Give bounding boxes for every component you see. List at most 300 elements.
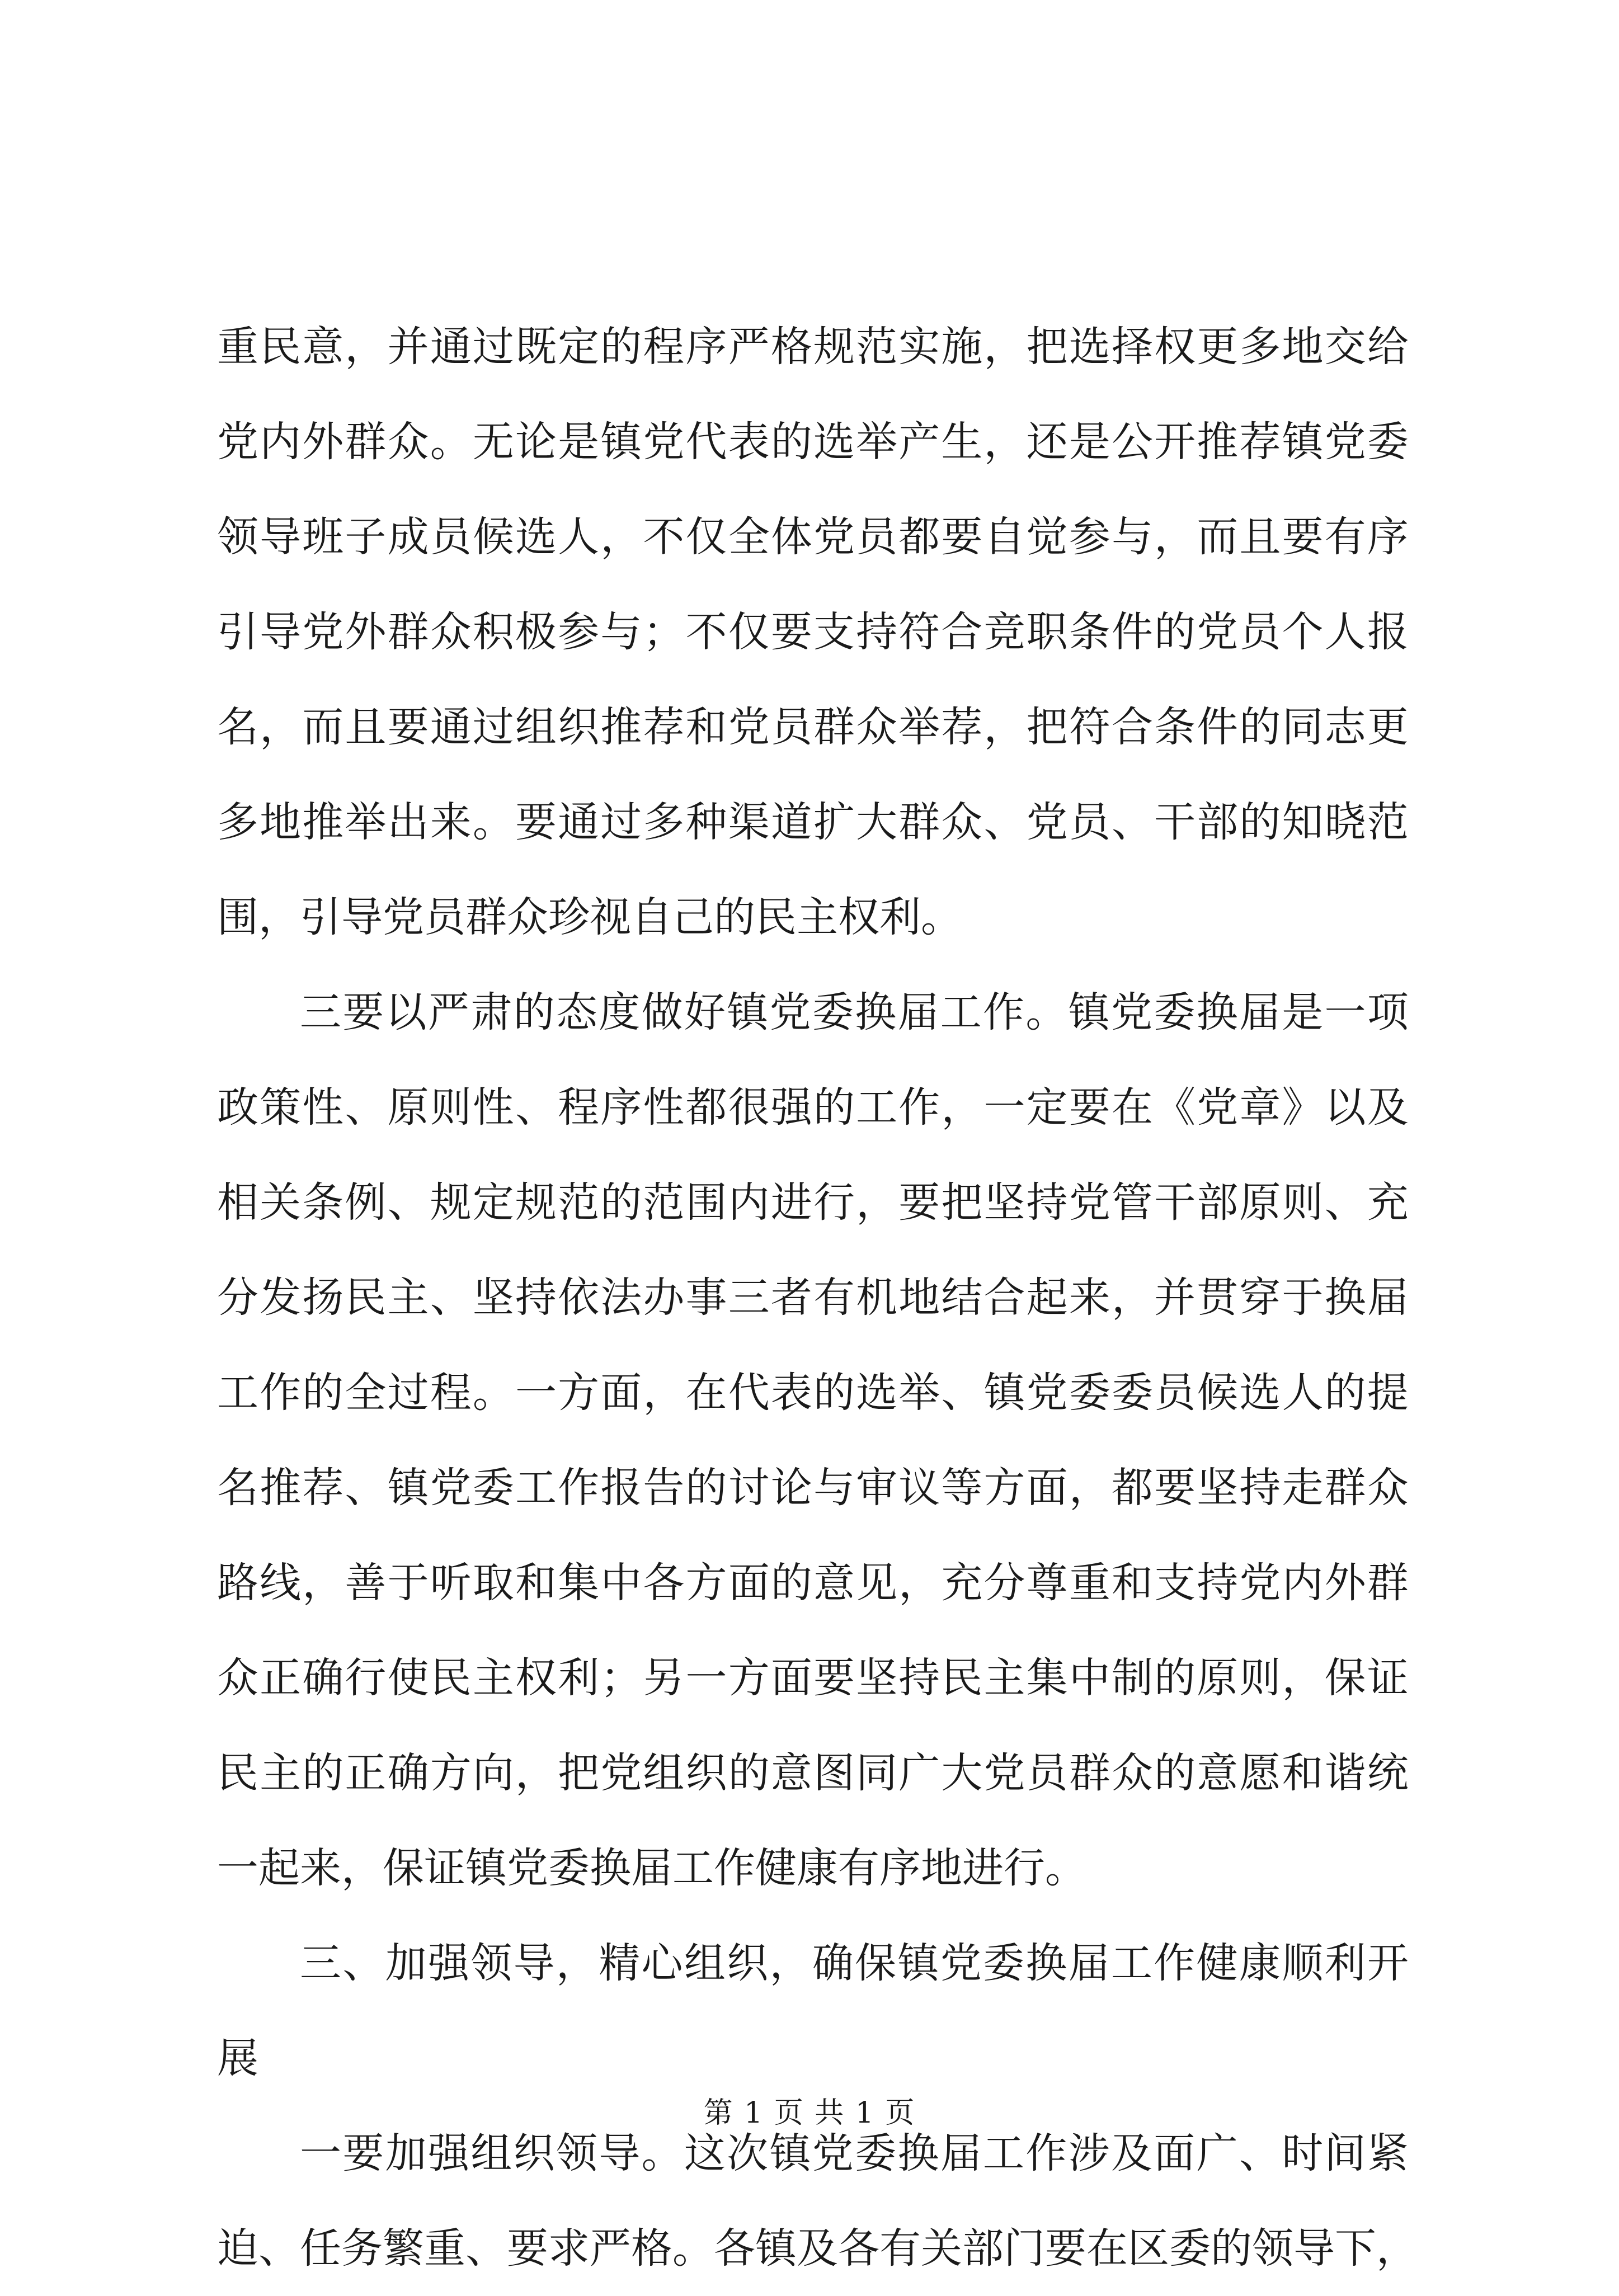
glyph: 于	[387, 1559, 429, 1607]
glyph: 大	[856, 798, 898, 846]
glyph: 并	[387, 323, 429, 371]
glyph: 通	[430, 703, 472, 751]
glyph: 众	[856, 703, 898, 751]
glyph: 证	[1367, 1654, 1409, 1702]
glyph: 原	[387, 1083, 429, 1132]
glyph: 审	[856, 1464, 898, 1512]
glyph: 部	[1197, 1178, 1239, 1227]
glyph: 紧	[1367, 2129, 1409, 2177]
glyph: 竞	[983, 608, 1025, 656]
glyph: 充	[941, 1559, 983, 1607]
glyph: 党	[728, 703, 770, 751]
glyph: 中	[1069, 1654, 1110, 1702]
glyph: 党	[217, 418, 258, 466]
glyph: 面	[600, 1369, 642, 1417]
glyph: 、	[983, 798, 1025, 846]
glyph: 多	[643, 798, 685, 846]
glyph: 民	[260, 323, 302, 371]
glyph: 镇	[1282, 418, 1324, 466]
glyph: 和	[685, 703, 727, 751]
glyph: 走	[1282, 1464, 1324, 1512]
glyph: 强	[770, 1083, 812, 1132]
glyph: 围	[685, 1178, 727, 1227]
glyph: 导	[1293, 2224, 1335, 2273]
glyph: 线	[260, 1559, 302, 1607]
glyph: 给	[1367, 323, 1409, 371]
glyph: 镇	[1068, 988, 1110, 1036]
glyph: 地	[1282, 323, 1324, 371]
glyph: ，	[515, 1749, 557, 1797]
glyph: 机	[856, 1274, 898, 1322]
glyph: 与	[600, 608, 642, 656]
glyph: 候	[1197, 1369, 1239, 1417]
glyph: 而	[302, 703, 344, 751]
glyph: 不	[685, 608, 727, 656]
glyph: 举	[345, 798, 387, 846]
glyph: 交	[1324, 323, 1366, 371]
glyph: 人	[1282, 1369, 1324, 1417]
glyph: 有	[1324, 513, 1366, 561]
text-line	[217, 1440, 1409, 1535]
glyph: 利	[558, 1654, 600, 1702]
text-line	[217, 775, 1409, 870]
glyph: 荐	[1239, 418, 1281, 466]
glyph: 的	[1324, 1369, 1366, 1417]
glyph: 的	[770, 418, 812, 466]
glyph: 确	[302, 1654, 344, 1702]
glyph: 仅	[728, 608, 770, 656]
glyph: 导	[260, 608, 302, 656]
glyph: 道	[770, 798, 812, 846]
glyph: 主	[387, 1274, 429, 1322]
glyph: ，	[769, 1939, 811, 1987]
glyph: 志	[1324, 703, 1366, 751]
glyph: 的	[1239, 703, 1281, 751]
glyph: 权	[515, 1654, 557, 1702]
text-line	[217, 1535, 1409, 1630]
glyph: 员	[1026, 1749, 1068, 1797]
glyph: 要	[342, 988, 384, 1036]
glyph: 更	[1367, 703, 1409, 751]
glyph: 进	[770, 1178, 812, 1227]
glyph: 内	[1282, 1559, 1324, 1607]
glyph: 次	[727, 2129, 769, 2177]
glyph: 党	[769, 988, 811, 1036]
glyph: 以	[1324, 1083, 1366, 1132]
glyph: 以	[385, 988, 427, 1036]
glyph: 过	[387, 1369, 429, 1417]
glyph: 参	[558, 608, 600, 656]
glyph: 的	[1211, 2224, 1252, 2273]
glyph: 举	[856, 418, 898, 466]
glyph: 班	[302, 513, 344, 561]
glyph: 涉	[1068, 2129, 1110, 2177]
glyph: 下	[1335, 2224, 1376, 2273]
glyph: 工	[1110, 1939, 1152, 1987]
glyph: 路	[217, 1559, 258, 1607]
glyph: 件	[1197, 703, 1239, 751]
glyph: 任	[300, 2224, 341, 2273]
glyph: 委	[1069, 1369, 1110, 1417]
glyph: 顺	[1282, 1939, 1324, 1987]
glyph: 、	[1239, 2129, 1281, 2177]
glyph: 程	[643, 323, 685, 371]
glyph: 全	[728, 513, 770, 561]
glyph: 、	[342, 1939, 384, 1987]
glyph: ，	[1111, 1274, 1153, 1322]
glyph: 主	[472, 1654, 514, 1702]
glyph: 个	[1282, 608, 1324, 656]
glyph: 和	[1282, 1749, 1324, 1797]
glyph: 确	[387, 1749, 429, 1797]
glyph: 职	[1026, 608, 1068, 656]
glyph: 要	[342, 2129, 384, 2177]
glyph: 内	[260, 418, 302, 466]
glyph: 条	[302, 1178, 344, 1227]
glyph: ，	[643, 1369, 685, 1417]
glyph: 程	[430, 1369, 472, 1417]
glyph: 一	[685, 1654, 727, 1702]
glyph: 镇	[727, 988, 769, 1036]
glyph: 要	[770, 608, 812, 656]
glyph: 与	[813, 1464, 855, 1512]
glyph: 要	[507, 2224, 548, 2273]
glyph: 择	[1111, 323, 1153, 371]
glyph: 方	[430, 1749, 472, 1797]
glyph: 通	[430, 323, 472, 371]
glyph: ，	[1069, 1464, 1110, 1512]
glyph: 好	[684, 988, 726, 1036]
glyph: 符	[898, 608, 940, 656]
glyph: 策	[260, 1083, 302, 1132]
glyph: 党	[600, 1749, 642, 1797]
glyph: ，	[600, 513, 642, 561]
glyph: 三	[300, 988, 341, 1036]
glyph: 序	[1367, 513, 1409, 561]
glyph: 肃	[470, 988, 512, 1036]
glyph: 党	[813, 513, 855, 561]
glyph: 持	[856, 608, 898, 656]
glyph: ，	[302, 1559, 344, 1607]
glyph: 规	[813, 323, 855, 371]
glyph: 出	[387, 798, 429, 846]
glyph: 党	[1110, 988, 1152, 1036]
glyph: 民	[345, 1274, 387, 1322]
glyph: 各	[838, 2224, 879, 2273]
glyph: 使	[387, 1654, 429, 1702]
glyph: 确	[812, 1939, 854, 1987]
glyph: 序	[600, 1083, 642, 1132]
glyph: 开	[1154, 418, 1196, 466]
glyph: 领	[1252, 2224, 1293, 2273]
glyph: 权	[1154, 323, 1196, 371]
glyph: 持	[898, 1654, 940, 1702]
glyph: 严	[427, 988, 469, 1036]
glyph: 重	[424, 2224, 465, 2273]
glyph: ；	[643, 608, 685, 656]
glyph: ，	[983, 418, 1025, 466]
glyph: 正	[260, 1654, 302, 1702]
glyph: 群	[898, 798, 940, 846]
glyph: 坚	[856, 1654, 898, 1702]
glyph: 行	[813, 1178, 855, 1227]
glyph: 。	[472, 1369, 514, 1417]
glyph: 的	[1239, 798, 1281, 846]
glyph: ，	[941, 1083, 983, 1132]
glyph: 领	[470, 1939, 512, 1987]
glyph: 项	[1367, 988, 1409, 1036]
glyph: 一	[983, 1083, 1025, 1132]
glyph: 不	[643, 513, 685, 561]
glyph: 众	[1111, 1749, 1153, 1797]
glyph: 愿	[1239, 1749, 1281, 1797]
glyph: 的	[1154, 608, 1196, 656]
glyph: 党	[1197, 608, 1239, 656]
glyph: 是	[1282, 988, 1324, 1036]
glyph: 三	[728, 1274, 770, 1322]
glyph: 镇	[755, 2224, 797, 2273]
glyph: 镇	[387, 1464, 429, 1512]
glyph: 事	[685, 1274, 727, 1322]
glyph: 则	[1282, 1178, 1324, 1227]
glyph: 相	[217, 1178, 258, 1227]
glyph: 要	[1069, 1083, 1110, 1132]
glyph: 换	[897, 2129, 939, 2177]
glyph: 及	[1367, 1083, 1409, 1132]
glyph: 同	[856, 1749, 898, 1797]
glyph: 来	[430, 798, 472, 846]
glyph: 关	[260, 1178, 302, 1227]
glyph: 保	[855, 1939, 897, 1987]
glyph: 表	[770, 1369, 812, 1417]
glyph: 及	[1110, 2129, 1152, 2177]
glyph: 多	[1239, 323, 1281, 371]
glyph: 员	[1154, 1369, 1196, 1417]
glyph: 织	[685, 1749, 727, 1797]
glyph: 符	[1069, 703, 1110, 751]
glyph: 届	[940, 2129, 982, 2177]
glyph: 间	[1324, 2129, 1366, 2177]
glyph: 广	[898, 1749, 940, 1797]
glyph: 各	[643, 1559, 685, 1607]
glyph: 、	[465, 2224, 507, 2273]
glyph: 和	[515, 1559, 557, 1607]
glyph: ，	[856, 1178, 898, 1227]
glyph: 产	[898, 418, 940, 466]
glyph: 的	[600, 1178, 642, 1227]
glyph: 要	[941, 513, 983, 561]
glyph: 心	[641, 1939, 683, 1987]
glyph: 要	[1154, 1464, 1196, 1512]
glyph: 坚	[983, 1178, 1025, 1227]
glyph: 举	[898, 703, 940, 751]
glyph: 做	[641, 988, 683, 1036]
glyph: 管	[1111, 1178, 1153, 1227]
glyph: 要	[1282, 513, 1324, 561]
glyph: 另	[643, 1654, 685, 1702]
glyph: 荐	[643, 703, 685, 751]
glyph: 性	[302, 1083, 344, 1132]
glyph: 都	[1111, 1464, 1153, 1512]
glyph: 重	[217, 323, 258, 371]
glyph: 内	[728, 1178, 770, 1227]
glyph: 委	[1111, 1369, 1153, 1417]
glyph: 则	[430, 1083, 472, 1132]
glyph: 选	[856, 1369, 898, 1417]
glyph: 通	[558, 798, 600, 846]
glyph: 、	[515, 1083, 557, 1132]
glyph: 织	[513, 2129, 555, 2177]
glyph: 换	[1324, 1274, 1366, 1322]
glyph: 意	[302, 323, 344, 371]
glyph: 仅	[685, 513, 727, 561]
glyph: 格	[631, 2224, 672, 2273]
glyph: 定	[1026, 1083, 1068, 1132]
glyph: 作	[1154, 1939, 1196, 1987]
glyph: 组	[643, 1749, 685, 1797]
glyph: 性	[643, 1083, 685, 1132]
glyph: 无	[472, 418, 514, 466]
glyph: 关	[921, 2224, 962, 2273]
glyph: 统	[1367, 1749, 1409, 1797]
glyph: 过	[600, 798, 642, 846]
glyph: 子	[345, 513, 387, 561]
glyph: 的	[728, 1749, 770, 1797]
glyph: 。	[430, 418, 472, 466]
glyph: 群	[387, 608, 429, 656]
glyph: 推	[302, 798, 344, 846]
glyph: 党	[983, 1749, 1025, 1797]
glyph: 是	[1069, 418, 1110, 466]
glyph: 规	[515, 1178, 557, 1227]
glyph: 领	[217, 513, 258, 561]
glyph: 章	[1239, 1083, 1281, 1132]
glyph: 民	[941, 1654, 983, 1702]
glyph: 党	[812, 2129, 854, 2177]
glyph: 门	[1004, 2224, 1045, 2273]
glyph: 强	[427, 2129, 469, 2177]
glyph: 强	[427, 1939, 469, 1987]
text-line: 一起来，保证镇党委换届工作健康有序地进行。	[217, 1844, 1086, 1892]
glyph: 坚	[1197, 1464, 1239, 1512]
glyph: 选	[1239, 1369, 1281, 1417]
glyph: 条	[1069, 608, 1110, 656]
glyph: 把	[941, 1178, 983, 1227]
glyph: 党	[302, 608, 344, 656]
section-heading-line	[217, 1916, 1409, 2011]
glyph: 还	[1026, 418, 1068, 466]
glyph: 政	[217, 1083, 258, 1132]
glyph: 持	[1239, 1464, 1281, 1512]
glyph: 的	[1154, 1654, 1196, 1702]
glyph: 名	[217, 1464, 258, 1512]
glyph: 及	[797, 2224, 838, 2273]
glyph: 镇	[769, 2129, 811, 2177]
glyph: 扩	[813, 798, 855, 846]
glyph: 一	[515, 1369, 557, 1417]
glyph: 序	[685, 323, 727, 371]
glyph: 的	[513, 988, 555, 1036]
glyph: 方	[685, 1559, 727, 1607]
glyph: 届	[1367, 1274, 1409, 1322]
glyph: 工	[217, 1369, 258, 1417]
glyph: 党	[1069, 1178, 1110, 1227]
glyph: 地	[898, 1274, 940, 1322]
glyph: 、	[345, 1464, 387, 1512]
glyph: 态	[556, 988, 597, 1036]
glyph: 各	[714, 2224, 755, 2273]
glyph: 委	[1169, 2224, 1211, 2273]
glyph: 开	[1367, 1939, 1409, 1987]
glyph: 员	[1069, 798, 1110, 846]
glyph: 全	[345, 1369, 387, 1417]
text-line	[217, 299, 1409, 394]
glyph: 民	[430, 1654, 472, 1702]
glyph: 要	[387, 703, 429, 751]
glyph: 《	[1154, 1083, 1196, 1132]
text-line	[217, 394, 1409, 489]
glyph: 加	[385, 1939, 427, 1987]
glyph: 方	[983, 1464, 1025, 1512]
glyph: 主	[260, 1749, 302, 1797]
body-text	[217, 299, 1418, 2296]
glyph: 定	[558, 323, 600, 371]
glyph: 重	[1069, 1559, 1110, 1607]
glyph: 范	[643, 1178, 685, 1227]
glyph: 中	[600, 1559, 642, 1607]
glyph: 极	[515, 608, 557, 656]
glyph: 生	[941, 418, 983, 466]
glyph: 的	[302, 1749, 344, 1797]
glyph: 举	[898, 1369, 940, 1417]
glyph: 发	[260, 1274, 302, 1322]
glyph: ，	[983, 703, 1025, 751]
glyph: 推	[260, 1464, 302, 1512]
glyph: 和	[1111, 1559, 1153, 1607]
glyph: 议	[898, 1464, 940, 1512]
glyph: 部	[1197, 798, 1239, 846]
glyph: 区	[1128, 2224, 1169, 2273]
text-line	[217, 489, 1409, 584]
glyph: 组	[470, 2129, 512, 2177]
glyph: 的	[813, 1369, 855, 1417]
glyph: 严	[728, 323, 770, 371]
glyph: 的	[813, 1083, 855, 1132]
glyph: 讨	[728, 1464, 770, 1512]
glyph: 贯	[1197, 1274, 1239, 1322]
paragraph-start-line	[217, 965, 1409, 1060]
glyph: 论	[515, 418, 557, 466]
glyph: 众	[430, 608, 472, 656]
glyph: 范	[1367, 798, 1409, 846]
glyph: 三	[300, 1939, 341, 1987]
glyph: 把	[1026, 703, 1068, 751]
glyph: 报	[600, 1464, 642, 1512]
glyph: 渠	[728, 798, 770, 846]
glyph: 委	[983, 1939, 1024, 1987]
glyph: 名	[217, 703, 258, 751]
glyph: 方	[558, 1369, 600, 1417]
glyph: 程	[558, 1083, 600, 1132]
text-line	[217, 1630, 1409, 1725]
glyph: 领	[556, 2129, 597, 2177]
text-line	[217, 584, 1409, 680]
glyph: 体	[770, 513, 812, 561]
text-line	[217, 1250, 1409, 1345]
glyph: 面	[1026, 1464, 1068, 1512]
glyph: 镇	[983, 1369, 1025, 1417]
glyph: 委	[1367, 418, 1409, 466]
